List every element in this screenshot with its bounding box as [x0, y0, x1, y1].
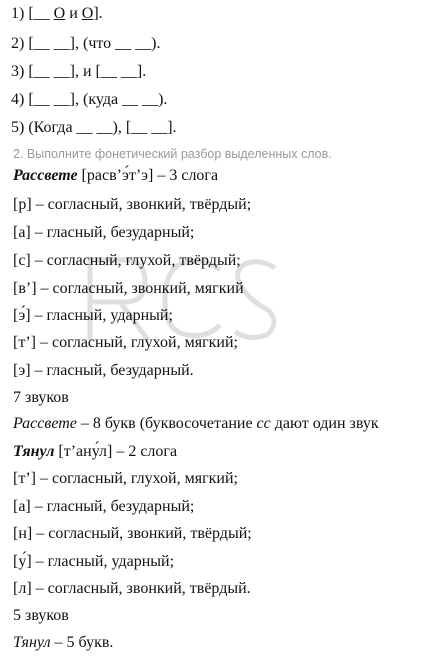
word2-sound-1: [т’] – согласный, глухой, мягкий;: [13, 470, 238, 487]
word2-transcription: [т’ану́л] – 2 слога: [54, 443, 178, 460]
word1-heading: [13, 166, 218, 186]
scheme-1-mid: и: [65, 5, 82, 22]
scheme-3: 3) [__ __], и [__ __].: [11, 63, 147, 80]
word2-count: 5 звуков: [13, 607, 69, 624]
word1-count: 7 звуков: [13, 389, 69, 406]
word1-sound-7: [э] – гласный, безударный.: [13, 362, 194, 379]
word2-letters: [13, 633, 113, 653]
word2-letters-word: Тянул: [13, 634, 51, 651]
scheme-2: 2) [__ __], (что __ __).: [11, 35, 161, 52]
word1-sound-5: [э́] – гласный, ударный;: [13, 307, 173, 324]
word2-sound-3: [н] – согласный, звонкий, твёрдый;: [13, 525, 252, 542]
scheme-1: [11, 4, 103, 24]
word2-sound-2: [а] – гласный, безударный;: [13, 498, 195, 515]
scheme-1-prefix: 1) [__: [11, 5, 54, 22]
word1-sound-1: [р] – согласный, звонкий, твёрдый;: [13, 196, 252, 213]
word1-title: Рассвете: [13, 167, 78, 184]
word1-transcription: [расв’э́т’э] – 3 слога: [77, 167, 219, 184]
scheme-1-o2: О: [81, 5, 94, 22]
task-heading: 2. Выполните фонетический разбор выделенных слов.: [13, 147, 332, 161]
word1-sound-6: [т’] – согласный, глухой, мягкий;: [13, 334, 238, 351]
word2-heading: [13, 442, 177, 462]
scheme-1-suffix: ].: [93, 5, 103, 22]
word1-digraph: сс: [256, 415, 271, 432]
word2-sound-5: [л] – согласный, звонкий, твёрдый.: [13, 580, 251, 597]
word1-sound-4: [в’] – согласный, звонкий, мягкий: [13, 280, 244, 297]
scheme-5: 5) (Когда __ __), [__ __].: [11, 119, 177, 136]
word2-sound-4: [у́] – гласный, ударный;: [13, 553, 175, 570]
scheme-1-o1: О: [53, 5, 66, 22]
word1-sound-3: [с] – согласный, глухой, твёрдый;: [13, 252, 241, 269]
word1-letters-text: – 8 букв (буквосочетание: [76, 415, 257, 432]
word2-title: Тянул: [13, 443, 55, 460]
word2-letters-text: – 5 букв.: [50, 634, 114, 651]
scheme-4: 4) [__ __], (куда __ __).: [11, 91, 168, 108]
word1-sound-2: [а] – гласный, безударный;: [13, 224, 195, 241]
word1-letters-word: Рассвете: [13, 415, 77, 432]
word1-letters: [13, 414, 379, 434]
word1-letters-end: дают один звук: [270, 415, 379, 432]
